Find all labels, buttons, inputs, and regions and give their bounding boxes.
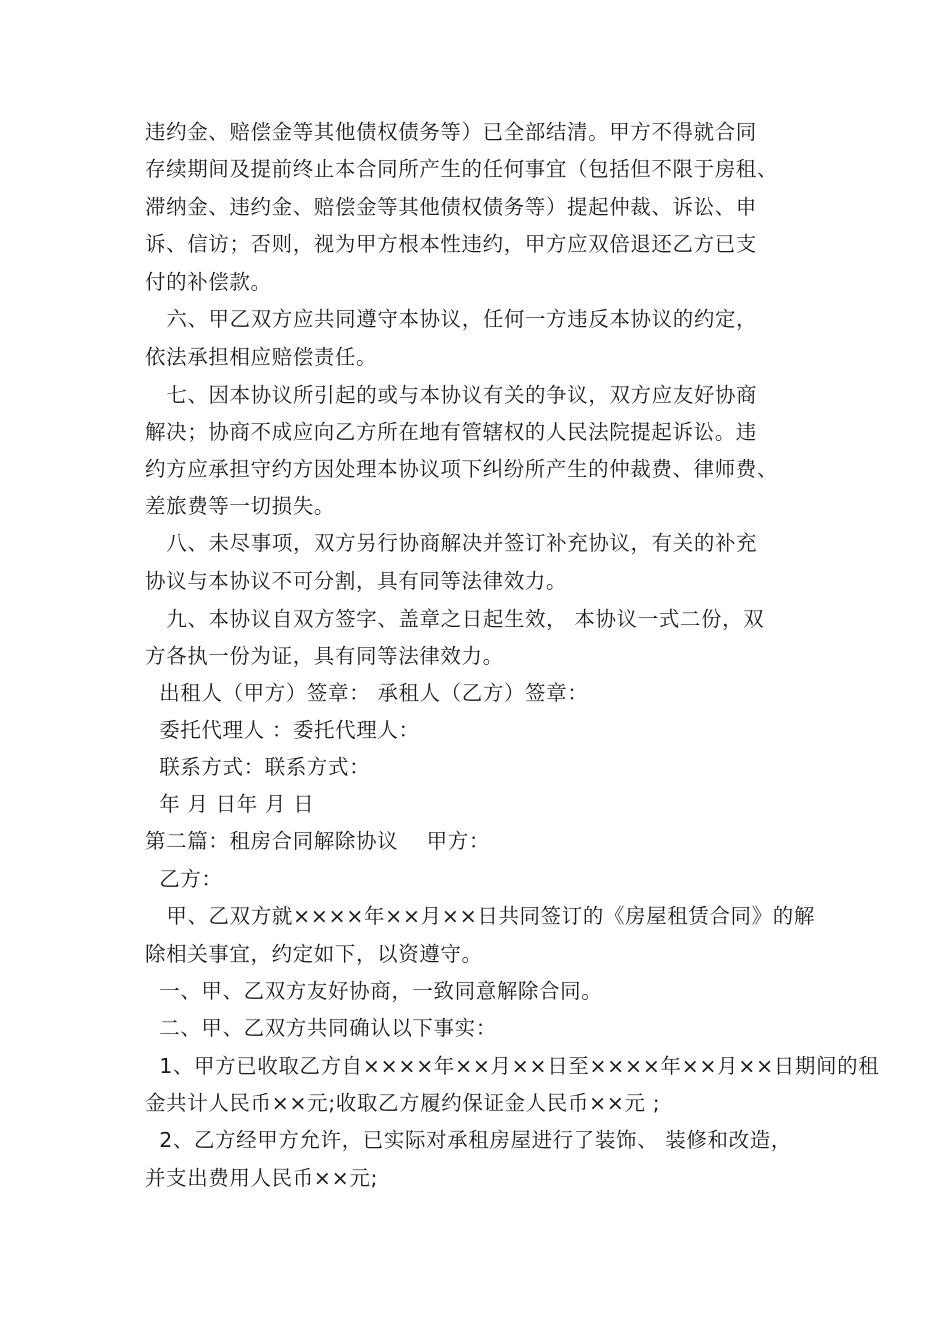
text-line: 存续期间及提前终止本合同所产生的任何事宜（包括但不限于房租、: [145, 157, 778, 181]
text-line: 金共计人民币××元;收取乙方履约保证金人民币××元 ;: [145, 1091, 661, 1115]
signature-line: 委托代理人 ：委托代理人：: [145, 718, 420, 742]
text-line: 乙方：: [145, 867, 223, 891]
text-line: 滞纳金、违约金、赔偿金等其他债权债务等）提起仲裁、诉讼、申: [145, 195, 757, 219]
text-line: 九、本协议自双方签字、盖章之日起生效， 本协议一式二份，双: [145, 607, 765, 631]
text-line: 二、甲、乙双方共同确认以下事实：: [145, 1016, 497, 1040]
text-line: 解决；协商不成应向乙方所在地有管辖权的人民法院提起诉讼。违: [145, 420, 757, 444]
text-line: 违约金、赔偿金等其他债权债务等）已全部结清。甲方不得就合同: [145, 120, 757, 144]
text-line: 甲、乙双方就××××年××月××日共同签订的《房屋租赁合同》的解: [145, 904, 815, 928]
section-heading: 第二篇：租房合同解除协议 甲方：: [145, 829, 490, 853]
text-line: 六、甲乙双方应共同遵守本协议，任何一方违反本协议的约定，: [145, 307, 758, 331]
text-line: 八、未尽事项，双方另行协商解决并签订补充协议，有关的补充: [145, 531, 758, 555]
text-line: 差旅费等一切损失。: [145, 494, 335, 518]
text-line: 1、甲方已收取乙方自××××年××月××日至××××年××月××日期间的租: [145, 1054, 880, 1078]
text-line: 2、乙方经甲方允许，已实际对承租房屋进行了装饰、 装修和改造，: [145, 1128, 792, 1152]
text-line: 协议与本协议不可分割，具有同等法律效力。: [145, 569, 567, 593]
text-line: 一、甲、乙双方友好协商，一致同意解除合同。: [145, 979, 603, 1003]
text-line: 七、因本协议所引起的或与本协议有关的争议，双方应友好协商: [145, 383, 758, 407]
text-line: 方各执一份为证，具有同等法律效力。: [145, 644, 504, 668]
text-line: 依法承担相应赔偿责任。: [145, 345, 378, 369]
signature-line: 出租人（甲方）签章： 承租人（乙方）签章：: [145, 681, 589, 705]
date-line: 年 月 日年 月 日: [145, 792, 315, 816]
text-line: 付的补偿款。: [145, 270, 272, 294]
text-line: 约方应承担守约方因处理本协议项下纠纷所产生的仲裁费、律师费、: [145, 457, 778, 481]
signature-line: 联系方式：联系方式：: [145, 755, 371, 779]
text-line: 并支出费用人民币××元;: [145, 1166, 378, 1190]
text-line: 除相关事宜，约定如下，以资遵守。: [145, 942, 483, 966]
text-line: 诉、信访；否则，视为甲方根本性违约，甲方应双倍退还乙方已支: [145, 232, 757, 256]
